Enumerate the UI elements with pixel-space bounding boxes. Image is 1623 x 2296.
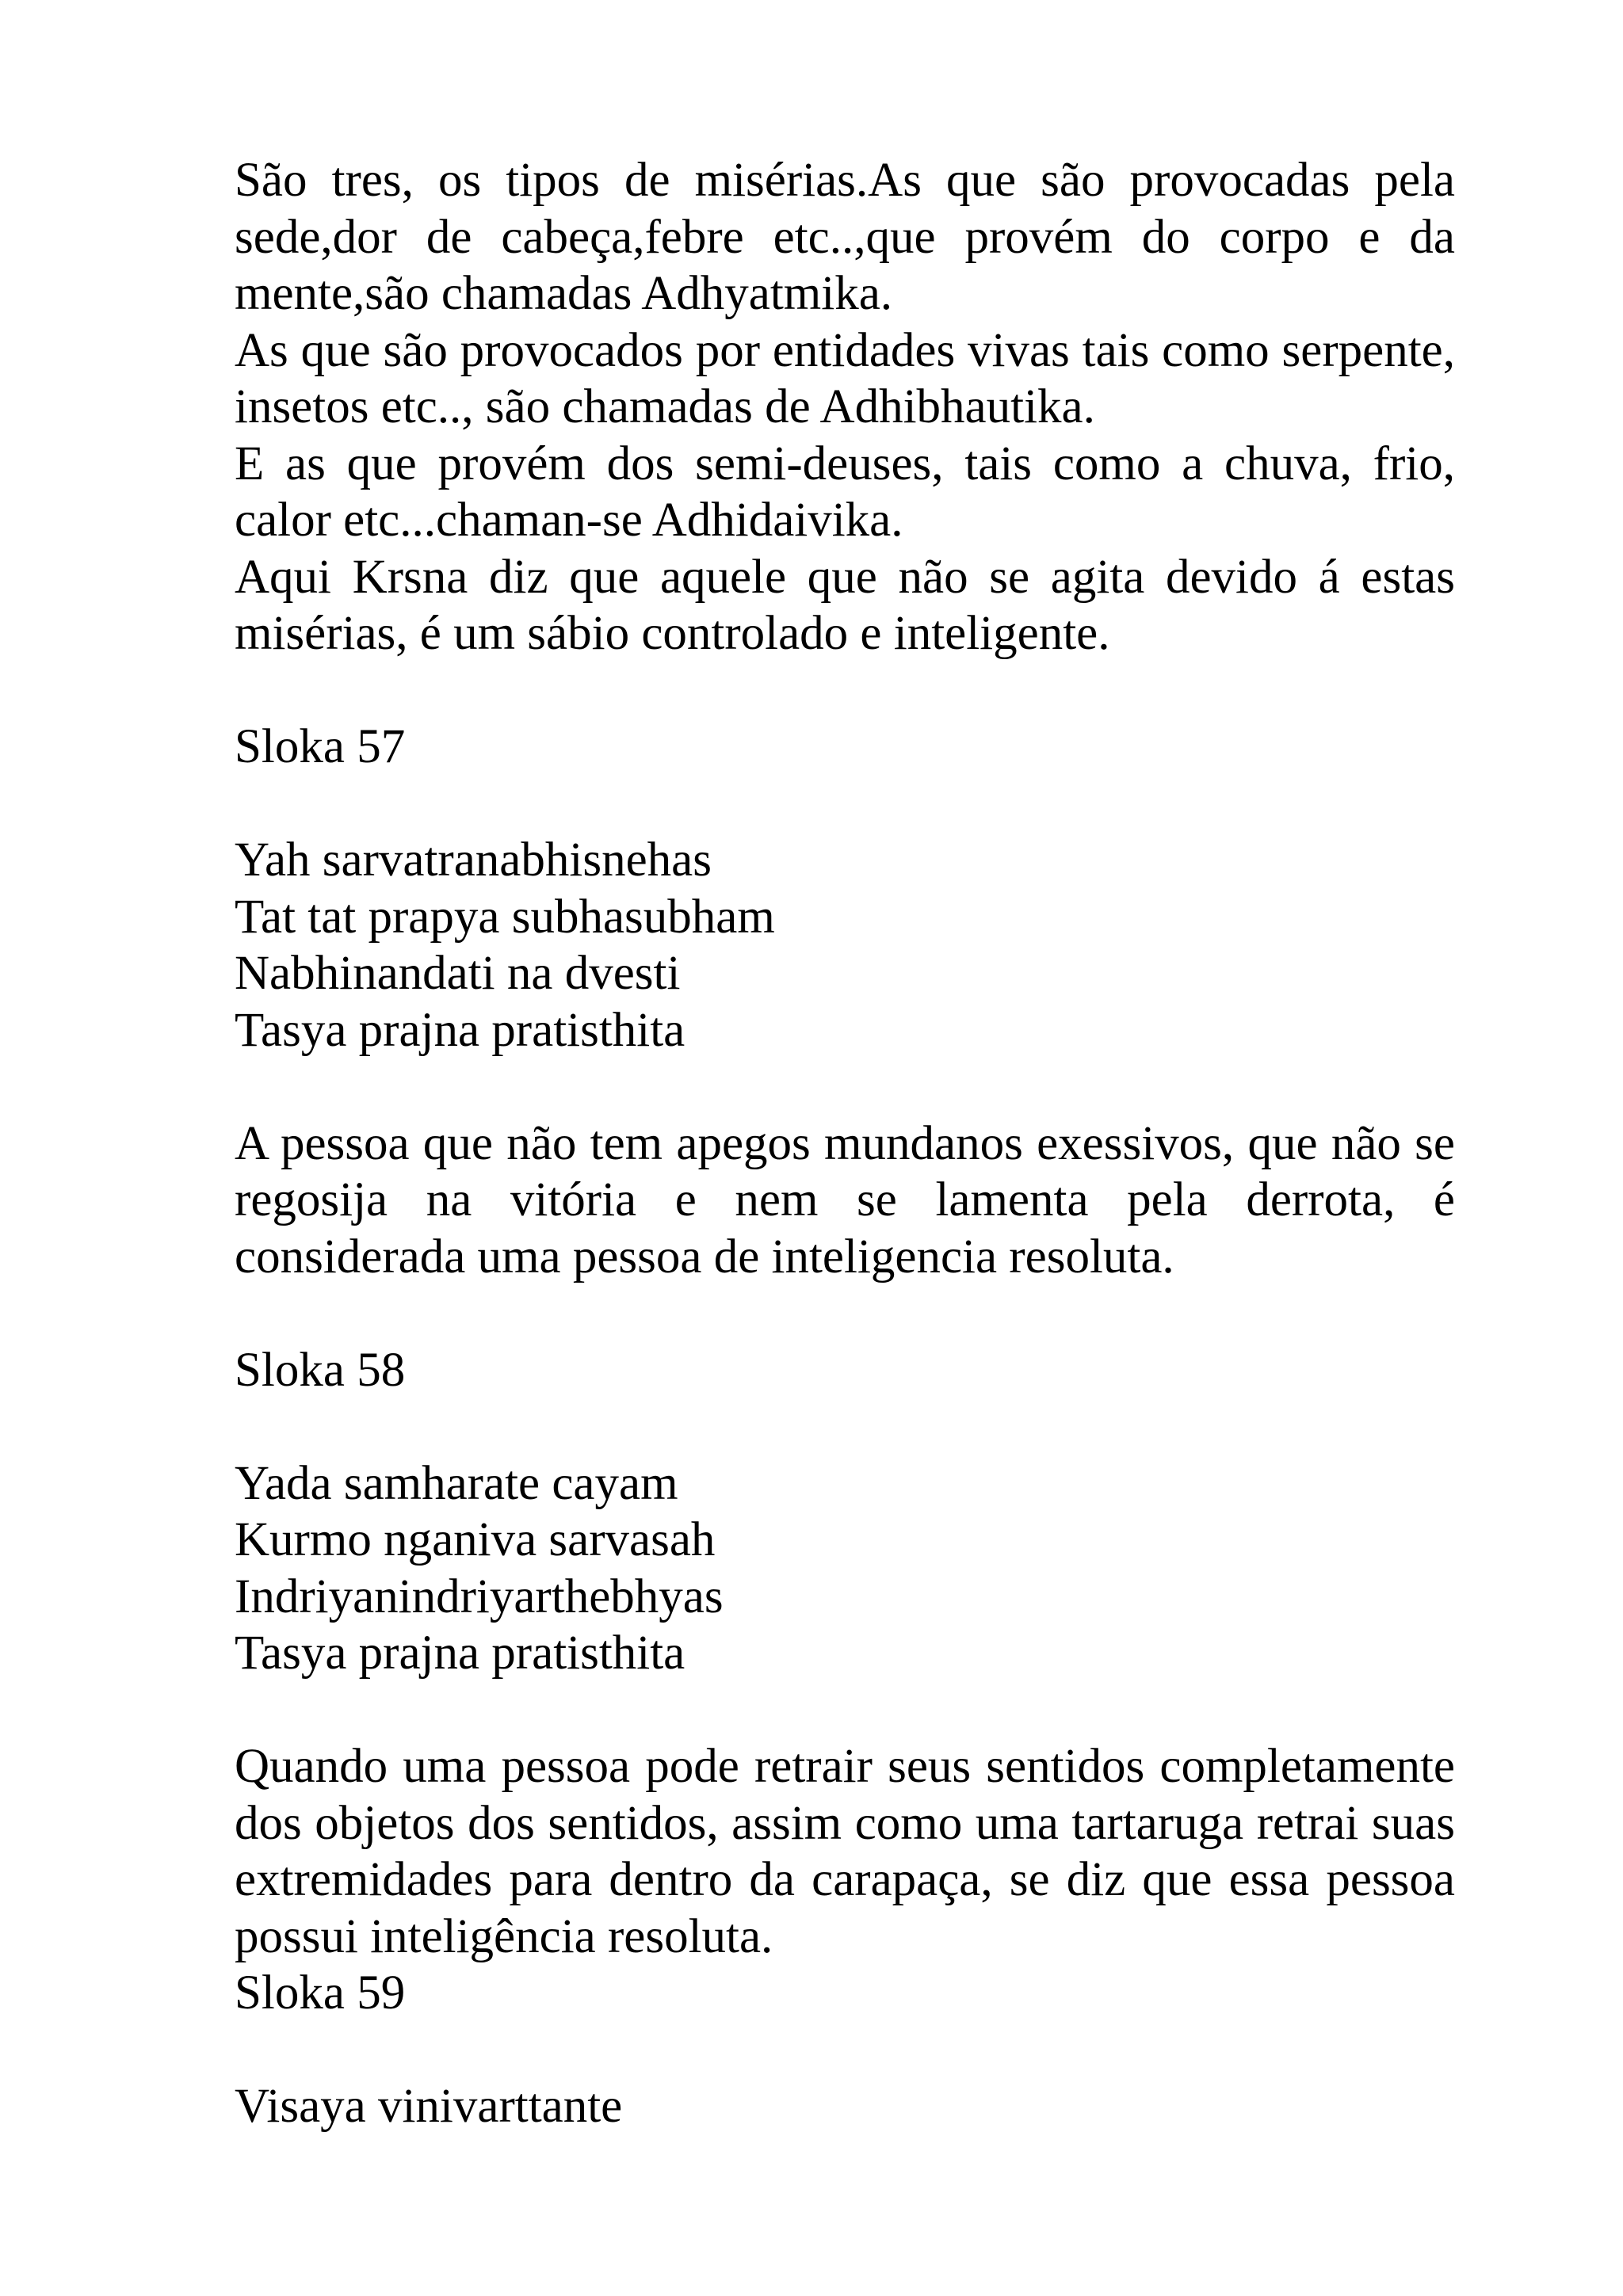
paragraph-krsna: Aqui Krsna diz que aquele que não se agita devido á estas misérias, é um sábio controlado e inteligente. [235, 550, 1455, 660]
paragraph-miserias: São tres, os tipos de misérias.As que são provocadas pela sede,dor de cabeça,febre etc..,que provém do corpo e da mente,são chamadas Adhyatmika. [235, 154, 1455, 320]
sloka-59-heading: Sloka 59 [235, 1966, 406, 2019]
paragraph-adhidaivika: E as que provém dos semi-deuses, tais como a chuva, frio, calor etc...chaman-se Adhidaivika. [235, 437, 1455, 547]
sloka-57-translation: A pessoa que não tem apegos mundanos exessivos, que não se regosija na vitória e nem se lamenta pela derrota, é considerada uma pessoa de inteligencia resoluta. [235, 1116, 1455, 1283]
spacer [235, 776, 1455, 833]
paragraph-adhibhautika: As que são provocados por entidades vivas tais como serpente, insetos etc.., são chamadas de Adhibhautika. [235, 323, 1455, 433]
verse-line: Visaya vinivarttante [235, 2080, 623, 2133]
spacer [235, 1058, 1455, 1116]
verse-line: Tasya prajna pratisthita [235, 1627, 685, 1680]
sloka-58-translation: Quando uma pessoa pode retrair seus sentidos completamente dos objetos dos sentidos, assim como uma tartaruga retrai suas extremidades para dentro da carapaça, se diz que essa pessoa possui inteligência resoluta. [235, 1740, 1455, 1963]
verse-line: Indriyanindriyarthebhyas [235, 1569, 724, 1623]
sloka-58-verse [235, 1455, 1455, 1682]
verse-line: Yada samharate cayam [235, 1456, 678, 1510]
spacer [235, 2022, 1455, 2079]
page-content [235, 152, 1455, 2135]
verse-line: Yah sarvatranabhisnehas [235, 833, 712, 887]
verse-line: Kurmo nganiva sarvasah [235, 1513, 716, 1566]
verse-line: Tasya prajna pratisthita [235, 1003, 685, 1057]
spacer [235, 1682, 1455, 1739]
verse-line: Tat tat prapya subhasubham [235, 890, 775, 944]
spacer [235, 1398, 1455, 1455]
sloka-58-heading: Sloka 58 [235, 1343, 406, 1397]
spacer [235, 1285, 1455, 1342]
sloka-57-heading: Sloka 57 [235, 720, 406, 773]
spacer [235, 662, 1455, 719]
verse-line: Nabhinandati na dvesti [235, 947, 681, 1000]
sloka-57-verse [235, 832, 1455, 1058]
sloka-59-verse [235, 2078, 1455, 2135]
